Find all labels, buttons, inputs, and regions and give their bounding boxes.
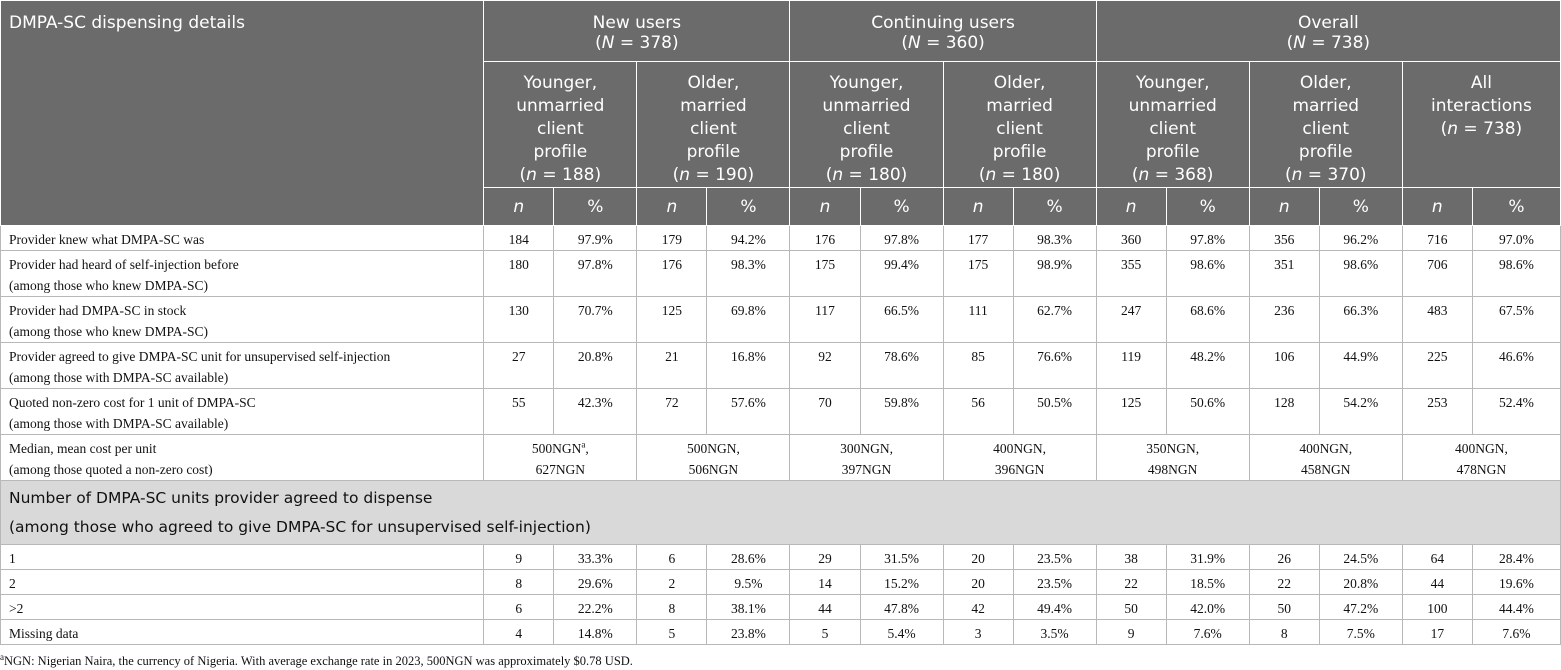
subgroup-label-line: unmarried <box>1128 96 1217 116</box>
subgroup-header <box>1249 62 1402 188</box>
count-cell: 128 <box>1249 389 1319 435</box>
subgroup-label-line: interactions <box>1431 96 1532 116</box>
percent-cell: 23.5% <box>1013 570 1096 595</box>
footnote-ref: a <box>581 439 586 450</box>
percent-cell: 96.2% <box>1319 226 1402 251</box>
count-cell: 85 <box>943 343 1013 389</box>
table-row <box>1 251 1561 297</box>
percent-cell: 23.5% <box>1013 545 1096 570</box>
row-label-line: Quoted non-zero cost for 1 unit of DMPA-SC <box>9 395 256 410</box>
cost-mean: 458NGN <box>1301 462 1351 477</box>
count-cell: 176 <box>790 226 860 251</box>
cost-median: 400NGN, <box>1299 441 1353 456</box>
percent-cell: 29.6% <box>554 570 637 595</box>
n-column-header: n <box>1402 188 1472 226</box>
subgroup-count: (n = 738) <box>1440 119 1523 139</box>
subgroup-count: (n = 190) <box>672 165 755 185</box>
percent-cell: 54.2% <box>1319 389 1402 435</box>
percent-cell: 50.5% <box>1013 389 1096 435</box>
footnote-text: NGN: Nigerian Naira, the currency of Nigeria. With average exchange rate in 2023, 500NGN was approximately $0.78 USD. <box>4 654 633 668</box>
count-cell: 180 <box>484 251 554 297</box>
percent-cell: 19.6% <box>1472 570 1560 595</box>
count-cell: 2 <box>637 570 707 595</box>
n-column-header: n <box>790 188 860 226</box>
percent-cell: 7.5% <box>1319 620 1402 645</box>
cost-cell <box>1249 435 1402 481</box>
count-cell: 247 <box>1096 297 1166 343</box>
percent-cell: 42.0% <box>1166 595 1249 620</box>
subgroup-label-line: All <box>1470 73 1492 93</box>
cost-cell <box>484 435 637 481</box>
row-label-line: (among those with DMPA-SC available) <box>9 416 229 431</box>
percent-cell: 66.3% <box>1319 297 1402 343</box>
count-cell: 17 <box>1402 620 1472 645</box>
count-cell: 42 <box>943 595 1013 620</box>
cost-mean: 627NGN <box>535 462 586 477</box>
count-cell: 706 <box>1402 251 1472 297</box>
group-header-new-users: New users (N = 378) <box>484 1 790 62</box>
percent-cell: 98.9% <box>1013 251 1096 297</box>
row-label-line: Missing data <box>9 626 79 641</box>
count-cell: 184 <box>484 226 554 251</box>
percent-cell: 97.0% <box>1472 226 1560 251</box>
pct-column-header: % <box>1166 188 1249 226</box>
count-cell: 5 <box>637 620 707 645</box>
corner-header: DMPA-SC dispensing details <box>1 1 484 226</box>
percent-cell: 28.4% <box>1472 545 1560 570</box>
row-label-line: >2 <box>9 601 24 616</box>
count-cell: 253 <box>1402 389 1472 435</box>
percent-cell: 20.8% <box>554 343 637 389</box>
group-count: (N = 378) <box>595 33 679 53</box>
percent-cell: 94.2% <box>707 226 790 251</box>
percent-cell: 28.6% <box>707 545 790 570</box>
count-cell: 175 <box>790 251 860 297</box>
table-row <box>1 343 1561 389</box>
subgroup-count: (n = 180) <box>978 165 1061 185</box>
count-cell: 29 <box>790 545 860 570</box>
table-row <box>1 620 1561 645</box>
subgroup-label-line: Older, <box>687 73 740 93</box>
table-row <box>1 297 1561 343</box>
percent-cell: 97.8% <box>1166 226 1249 251</box>
count-cell: 8 <box>1249 620 1319 645</box>
percent-cell: 44.9% <box>1319 343 1402 389</box>
percent-cell: 31.5% <box>860 545 943 570</box>
count-cell: 483 <box>1402 297 1472 343</box>
subgroup-label-line: married <box>1292 96 1360 116</box>
cost-mean: 506NGN <box>688 462 739 477</box>
count-cell: 356 <box>1249 226 1319 251</box>
subgroup-label-line: married <box>680 96 747 116</box>
count-cell: 106 <box>1249 343 1319 389</box>
percent-cell: 52.4% <box>1472 389 1560 435</box>
count-cell: 8 <box>484 570 554 595</box>
subgroup-header <box>1096 62 1249 188</box>
subgroup-label-line: profile <box>839 142 894 162</box>
percent-cell: 31.9% <box>1166 545 1249 570</box>
count-cell: 360 <box>1096 226 1166 251</box>
subgroup-label-line: client <box>996 119 1043 139</box>
footnote-mark: a <box>0 651 4 662</box>
cost-sep: , <box>585 441 589 456</box>
count-cell: 50 <box>1096 595 1166 620</box>
subgroup-label-line: Younger, <box>1135 73 1210 93</box>
count-cell: 44 <box>1402 570 1472 595</box>
subgroup-label-line: client <box>1149 119 1197 139</box>
row-label-line: (among those quoted a non-zero cost) <box>9 462 213 477</box>
cost-mean: 397NGN <box>841 462 892 477</box>
row-label-line: Provider had DMPA-SC in stock <box>9 303 187 318</box>
cost-mean: 498NGN <box>1147 462 1198 477</box>
percent-cell: 97.8% <box>554 251 637 297</box>
count-cell: 100 <box>1402 595 1472 620</box>
count-cell: 22 <box>1249 570 1319 595</box>
subgroup-count: (n = 180) <box>825 165 908 185</box>
percent-cell: 22.2% <box>554 595 637 620</box>
subgroup-label-line: client <box>843 119 890 139</box>
cost-cell <box>790 435 943 481</box>
n-column-header: n <box>484 188 554 226</box>
count-cell: 27 <box>484 343 554 389</box>
percent-cell: 50.6% <box>1166 389 1249 435</box>
count-cell: 177 <box>943 226 1013 251</box>
count-cell: 8 <box>637 595 707 620</box>
cost-cell <box>943 435 1096 481</box>
percent-cell: 66.5% <box>860 297 943 343</box>
pct-column-header: % <box>860 188 943 226</box>
percent-cell: 78.6% <box>860 343 943 389</box>
table-row <box>1 570 1561 595</box>
percent-cell: 14.8% <box>554 620 637 645</box>
cost-median: 400NGN, <box>1454 441 1508 456</box>
percent-cell: 98.6% <box>1166 251 1249 297</box>
pct-column-header: % <box>1013 188 1096 226</box>
count-cell: 22 <box>1096 570 1166 595</box>
percent-cell: 7.6% <box>1166 620 1249 645</box>
percent-cell: 48.2% <box>1166 343 1249 389</box>
percent-cell: 97.8% <box>860 226 943 251</box>
percent-cell: 76.6% <box>1013 343 1096 389</box>
percent-cell: 20.8% <box>1319 570 1402 595</box>
percent-cell: 98.6% <box>1319 251 1402 297</box>
count-cell: 21 <box>637 343 707 389</box>
row-label-line: 1 <box>9 551 16 566</box>
percent-cell: 42.3% <box>554 389 637 435</box>
count-cell: 117 <box>790 297 860 343</box>
subgroup-label-line: profile <box>1145 142 1200 162</box>
pct-column-header: % <box>1472 188 1560 226</box>
count-cell: 9 <box>1096 620 1166 645</box>
count-cell: 176 <box>637 251 707 297</box>
percent-cell: 98.6% <box>1472 251 1560 297</box>
table-row-cost <box>1 435 1561 481</box>
subgroup-label-line: profile <box>1298 142 1353 162</box>
count-cell: 3 <box>943 620 1013 645</box>
cost-median: 400NGN, <box>993 441 1047 456</box>
subgroup-header <box>637 62 790 188</box>
count-cell: 20 <box>943 570 1013 595</box>
row-label <box>1 595 484 620</box>
n-column-header: n <box>1249 188 1319 226</box>
row-label <box>1 226 484 251</box>
count-cell: 14 <box>790 570 860 595</box>
section-header <box>1 481 1561 545</box>
subgroup-label-line: client <box>690 119 737 139</box>
count-cell: 6 <box>484 595 554 620</box>
percent-cell: 15.2% <box>860 570 943 595</box>
count-cell: 44 <box>790 595 860 620</box>
percent-cell: 47.2% <box>1319 595 1402 620</box>
cost-median: 500NGN <box>531 441 582 456</box>
table-row <box>1 595 1561 620</box>
section-title: Number of DMPA-SC units provider agreed to dispense <box>9 488 433 507</box>
count-cell: 38 <box>1096 545 1166 570</box>
count-cell: 111 <box>943 297 1013 343</box>
count-cell: 56 <box>943 389 1013 435</box>
row-label <box>1 343 484 389</box>
cost-mean: 396NGN <box>994 462 1045 477</box>
count-cell: 20 <box>943 545 1013 570</box>
count-cell: 355 <box>1096 251 1166 297</box>
group-count: (N = 360) <box>901 33 985 53</box>
subgroup-label-line: Younger, <box>829 73 904 93</box>
percent-cell: 46.6% <box>1472 343 1560 389</box>
percent-cell: 9.5% <box>707 570 790 595</box>
count-cell: 9 <box>484 545 554 570</box>
percent-cell: 47.8% <box>860 595 943 620</box>
row-label-line: Provider knew what DMPA-SC was <box>9 232 205 247</box>
count-cell: 55 <box>484 389 554 435</box>
row-label <box>1 570 484 595</box>
percent-cell: 18.5% <box>1166 570 1249 595</box>
percent-cell: 67.5% <box>1472 297 1560 343</box>
percent-cell: 49.4% <box>1013 595 1096 620</box>
percent-cell: 62.7% <box>1013 297 1096 343</box>
subgroup-header <box>1402 62 1560 188</box>
subgroup-header <box>484 62 637 188</box>
percent-cell: 5.4% <box>860 620 943 645</box>
pct-column-header: % <box>707 188 790 226</box>
count-cell: 64 <box>1402 545 1472 570</box>
percent-cell: 70.7% <box>554 297 637 343</box>
percent-cell: 97.9% <box>554 226 637 251</box>
cost-cell <box>1402 435 1560 481</box>
row-label <box>1 620 484 645</box>
percent-cell: 69.8% <box>707 297 790 343</box>
footnote <box>0 651 633 669</box>
subgroup-label-line: profile <box>533 142 588 162</box>
subgroup-label-line: client <box>1302 119 1350 139</box>
n-column-header: n <box>637 188 707 226</box>
table-header <box>1 1 1561 226</box>
row-label <box>1 435 484 481</box>
table-row <box>1 389 1561 435</box>
count-cell: 50 <box>1249 595 1319 620</box>
percent-cell: 3.5% <box>1013 620 1096 645</box>
count-cell: 4 <box>484 620 554 645</box>
percent-cell: 16.8% <box>707 343 790 389</box>
row-label <box>1 545 484 570</box>
cost-median: 350NGN, <box>1146 441 1200 456</box>
percent-cell: 68.6% <box>1166 297 1249 343</box>
subgroup-label-line: Younger, <box>523 73 598 93</box>
count-cell: 70 <box>790 389 860 435</box>
row-label-line: Median, mean cost per unit <box>9 441 157 456</box>
subgroup-count: (n = 188) <box>519 165 602 185</box>
count-cell: 179 <box>637 226 707 251</box>
row-label-line: 2 <box>9 576 16 591</box>
count-cell: 26 <box>1249 545 1319 570</box>
subgroup-label-line: profile <box>992 142 1047 162</box>
group-header-continuing-users: Continuing users (N = 360) <box>790 1 1096 62</box>
row-label-line: Provider had heard of self-injection before <box>9 257 239 272</box>
count-cell: 125 <box>637 297 707 343</box>
subgroup-label-line: unmarried <box>516 96 605 116</box>
percent-cell: 98.3% <box>707 251 790 297</box>
row-label <box>1 251 484 297</box>
percent-cell: 23.8% <box>707 620 790 645</box>
pct-column-header: % <box>554 188 637 226</box>
cost-mean: 478NGN <box>1456 462 1507 477</box>
n-column-header: n <box>943 188 1013 226</box>
subgroup-header <box>943 62 1096 188</box>
count-cell: 130 <box>484 297 554 343</box>
section-subtitle: (among those who agreed to give DMPA-SC for unsupervised self-injection) <box>9 517 591 536</box>
count-cell: 6 <box>637 545 707 570</box>
percent-cell: 7.6% <box>1472 620 1560 645</box>
subgroup-label-line: profile <box>686 142 741 162</box>
count-cell: 225 <box>1402 343 1472 389</box>
cost-median: 500NGN, <box>686 441 740 456</box>
count-cell: 5 <box>790 620 860 645</box>
subgroup-header <box>790 62 943 188</box>
subgroup-label-line: Older, <box>1299 73 1352 93</box>
count-cell: 175 <box>943 251 1013 297</box>
percent-cell: 57.6% <box>707 389 790 435</box>
percent-cell: 24.5% <box>1319 545 1402 570</box>
section-row <box>1 481 1561 545</box>
cost-cell <box>637 435 790 481</box>
count-cell: 92 <box>790 343 860 389</box>
subgroup-label-line: client <box>536 119 584 139</box>
group-count: (N = 738) <box>1286 33 1371 53</box>
subgroup-count: (n = 370) <box>1284 165 1367 185</box>
subgroup-label-line: married <box>986 96 1053 116</box>
count-cell: 351 <box>1249 251 1319 297</box>
percent-cell: 33.3% <box>554 545 637 570</box>
count-cell: 236 <box>1249 297 1319 343</box>
n-column-header: n <box>1096 188 1166 226</box>
subgroup-label-line: Older, <box>993 73 1046 93</box>
cost-cell <box>1096 435 1249 481</box>
percent-cell: 59.8% <box>860 389 943 435</box>
row-label-line: (among those who knew DMPA-SC) <box>9 324 208 339</box>
table-row <box>1 545 1561 570</box>
row-label <box>1 297 484 343</box>
percent-cell: 44.4% <box>1472 595 1560 620</box>
count-cell: 125 <box>1096 389 1166 435</box>
table-row <box>1 226 1561 251</box>
group-header-overall: Overall (N = 738) <box>1096 1 1560 62</box>
table-body <box>1 226 1561 645</box>
subgroup-label-line: unmarried <box>822 96 911 116</box>
row-label-line: (among those who knew DMPA-SC) <box>9 278 208 293</box>
count-cell: 72 <box>637 389 707 435</box>
row-label-line: (among those with DMPA-SC available) <box>9 370 229 385</box>
cost-median: 300NGN, <box>840 441 893 456</box>
count-cell: 716 <box>1402 226 1472 251</box>
subgroup-count: (n = 368) <box>1131 165 1214 185</box>
percent-cell: 38.1% <box>707 595 790 620</box>
count-cell: 119 <box>1096 343 1166 389</box>
percent-cell: 98.3% <box>1013 226 1096 251</box>
pct-column-header: % <box>1319 188 1402 226</box>
percent-cell: 99.4% <box>860 251 943 297</box>
row-label <box>1 389 484 435</box>
row-label-line: Provider agreed to give DMPA-SC unit for unsupervised self-injection <box>9 349 391 364</box>
